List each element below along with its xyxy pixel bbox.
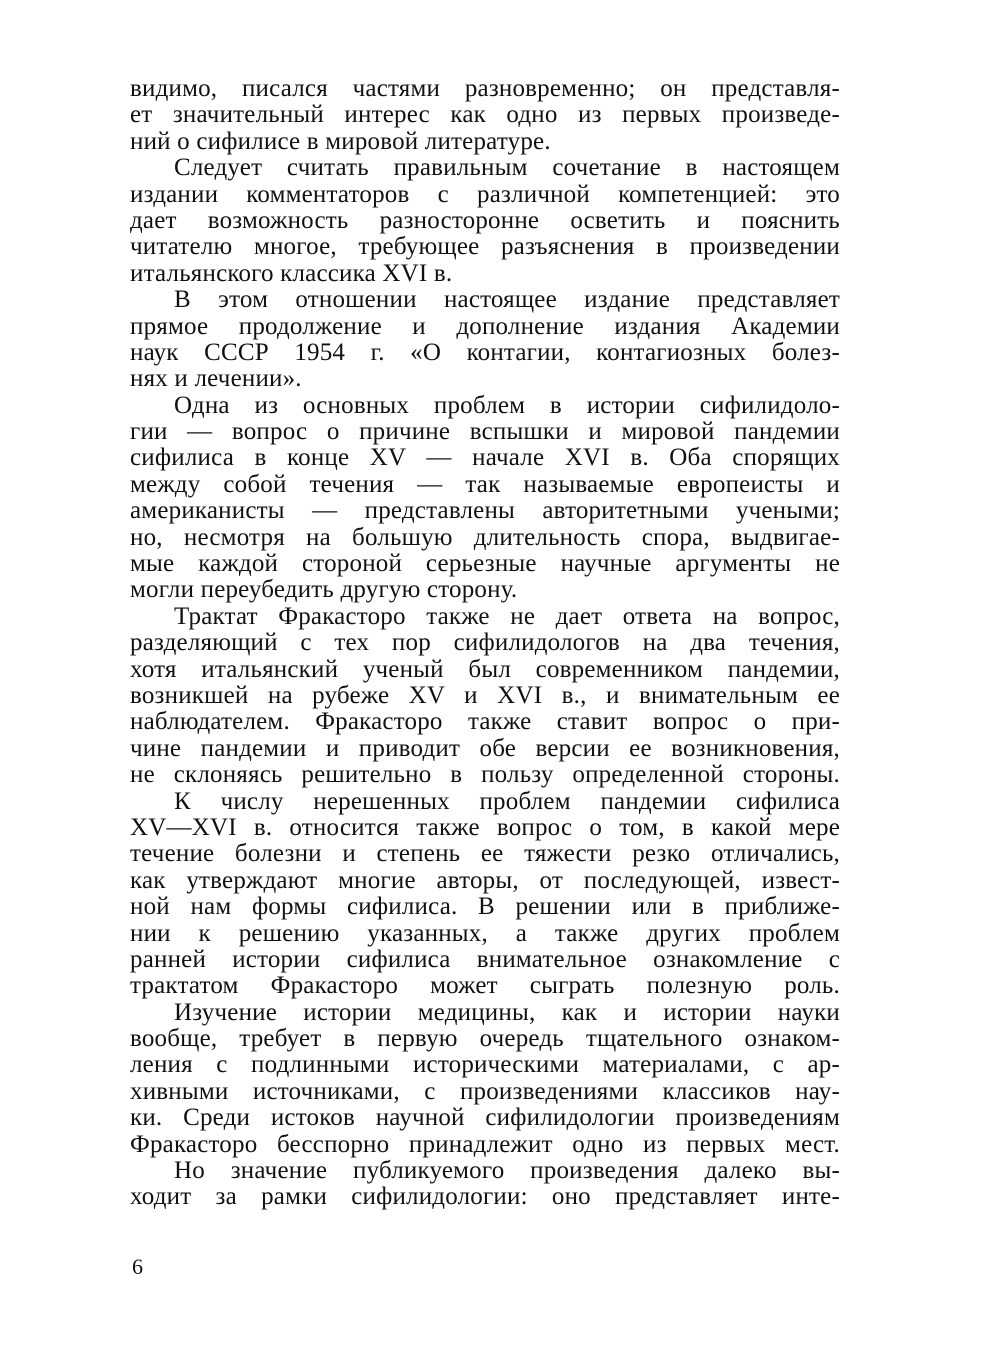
text-line: В этом отношении настоящее издание представляет (174, 286, 840, 314)
text-line: ет значительный интерес как одно из первых произведе- (130, 101, 840, 129)
text-line: сифилиса в конце XV — начале XVI в. Оба спорящих (130, 444, 840, 472)
text-line: Фракасторо бесспорно принадлежит одно из первых мест. (130, 1130, 840, 1158)
text-line: возникшей на рубеже XV и XVI в., и внимательным ее (130, 681, 840, 709)
text-line: чине пандемии и приводит обе версии ее возникновения, (130, 734, 840, 762)
text-line: ки. Среди истоков научной сифилидологии произведениям (130, 1104, 840, 1132)
text-line: могли переубедить другую сторону. (130, 576, 518, 604)
body-text (130, 76, 840, 1211)
text-line: наук СССР 1954 г. «О контагии, контагиозных болез- (130, 338, 840, 366)
text-line: ления с подлинными историческими материалами, с ар- (130, 1051, 840, 1079)
text-line: ходит за рамки сифилидологии: оно представляет инте- (130, 1183, 840, 1211)
text-line: прямое продолжение и дополнение издания Академии (130, 312, 840, 340)
text-line: читателю многое, требующее разъяснения в произведении (130, 233, 840, 261)
text-line: американисты — представлены авторитетными учеными; (130, 497, 840, 525)
text-line: нии к решению указанных, а также других проблем (130, 919, 840, 947)
text-line: ной нам формы сифилиса. В решении или в приближе- (130, 893, 840, 921)
text-line: мые каждой стороной серьезные научные аргументы не (130, 550, 840, 578)
text-line: Но значение публикуемого произведения далеко вы- (174, 1157, 840, 1185)
text-line: нях и лечении». (130, 365, 302, 393)
text-line: издании комментаторов с различной компетенцией: это (130, 180, 840, 208)
page-number: 6 (132, 1254, 143, 1279)
text-line: ний о сифилисе в мировой литературе. (130, 127, 551, 155)
text-line: как утверждают многие авторы, от последующей, извест- (130, 866, 840, 894)
text-line: дает возможность разносторонне осветить и пояснить (130, 206, 840, 234)
text-line: но, несмотря на большую длительность спора, выдвигае- (130, 523, 840, 551)
text-line: хотя итальянский ученый был современником пандемии, (130, 655, 840, 683)
text-line: Следует считать правильным сочетание в настоящем (174, 154, 840, 182)
text-line: К числу нерешенных проблем пандемии сифилиса (174, 787, 840, 815)
text-line: между собой течения — так называемые европеисты и (130, 470, 840, 498)
text-line: Одна из основных проблем в истории сифилидоло- (174, 391, 840, 419)
text-line: наблюдателем. Фракасторо также ставит вопрос о при- (130, 708, 840, 736)
text-line: разделяющий с тех пор сифилидологов на два течения, (130, 629, 840, 657)
text-line: XV—XVI в. относится также вопрос о том, в какой мере (130, 813, 840, 841)
text-line: видимо, писался частями разновременно; он представля- (130, 75, 840, 102)
text-line: Изучение истории медицины, как и истории науки (174, 998, 840, 1026)
text-line: не склоняясь решительно в пользу определенной стороны. (130, 761, 840, 789)
text-line: итальянского классика XVI в. (130, 259, 453, 287)
text-line: хивными источниками, с произведениями классиков нау- (130, 1077, 840, 1105)
text-line: вообще, требует в первую очередь тщательного ознаком- (130, 1025, 840, 1053)
text-line: Трактат Фракасторо также не дает ответа на вопрос, (174, 602, 840, 630)
text-line: течение болезни и степень ее тяжести резко отличались, (130, 840, 840, 868)
text-line: гии — вопрос о причине вспышки и мировой пандемии (130, 418, 840, 446)
text-line: трактатом Фракасторо может сыграть полезную роль. (130, 972, 840, 1000)
text-line: ранней истории сифилиса внимательное ознакомление с (130, 945, 840, 973)
